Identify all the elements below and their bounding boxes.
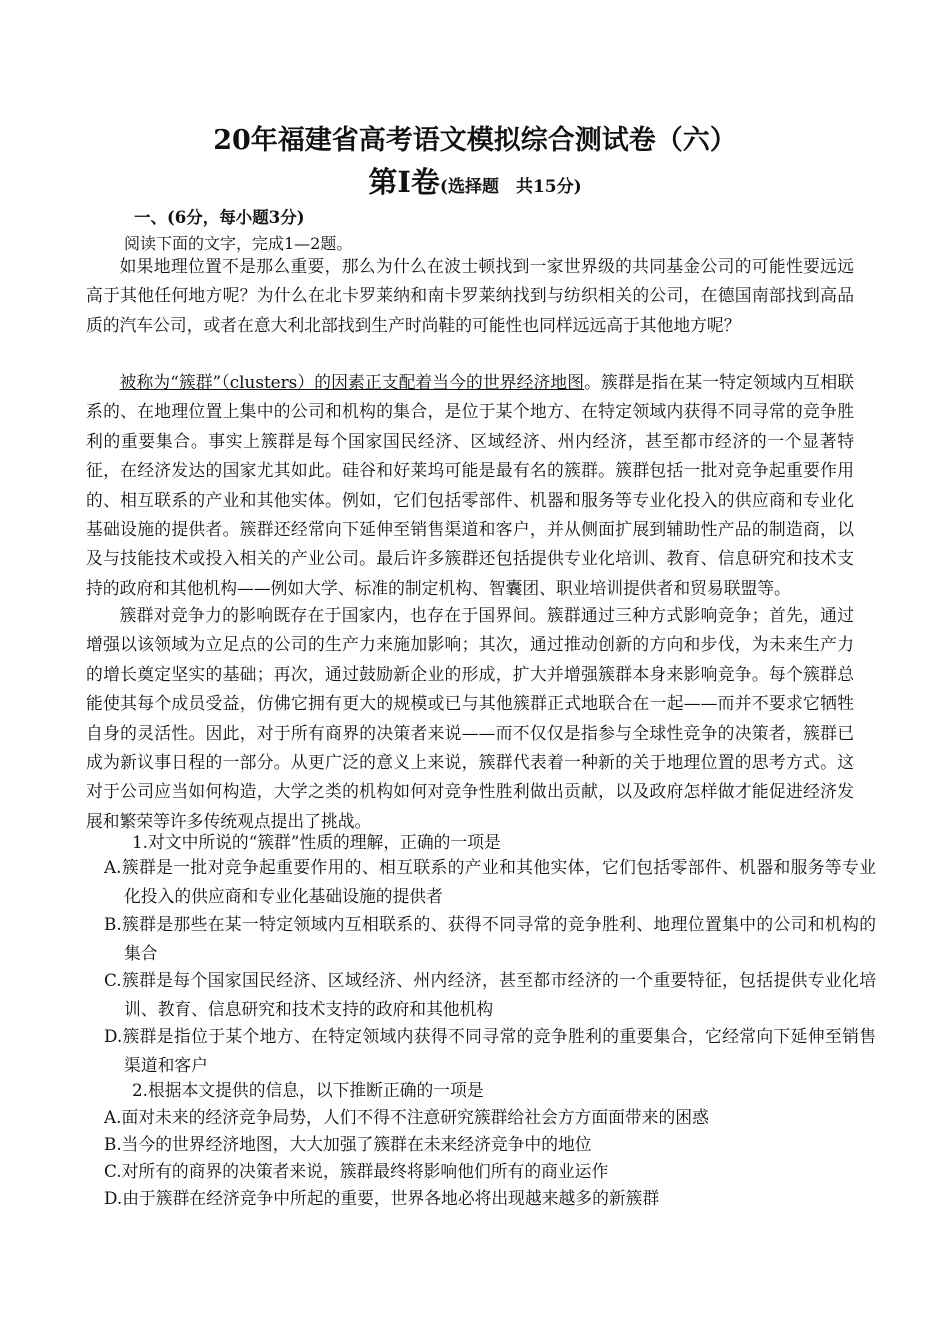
reading-instruction: 阅读下面的文字，完成1—2题。 [124,234,353,253]
question-1-option-d: D.簇群是指位于某个地方、在特定领域内获得不同寻常的竞争胜利的重要集合，它经常向下延伸至销售渠道和客户 [104,1026,876,1076]
passage-paragraph-2 [86,368,854,603]
paragraph-2-body: 。簇群是指在某一特定领域内互相联系的、在地理位置上集中的公司和机构的集合，是位于某个地方、在特定领域内获得不同寻常的竞争胜利的重要集合。事实上簇群是每个国家国民经济、区域经济、州内经济，甚至都市经济的一个显著特征，在经济发达的国家尤其如此。硅谷和好莱坞可能是最有名的簇群。簇群包括一批对竞争起重要作用的、相互联系的产业和其他实体。例如，它们包括零部件、机器和服务等专业化投入的供应商和专业化基础设施的提供者。簇群还经常向下延伸至销售渠道和客户，并从侧面扩展到辅助性产品的制造商，以及与技能技术或投入相关的产业公司。最后许多簇群还包括提供专业化培训、教育、信息研究和技术支持的政府和其他机构——例如大学、标准的制定机构、智囊团、职业培训提供者和贸易联盟等。 [86,372,854,598]
question-2-option-d: D.由于簇群在经济竞争中所起的重要，世界各地必将出现越来越多的新簇群 [104,1188,660,1208]
section-heading: 一、(6分，每小题3分) [134,208,305,227]
question-2-option-b: B.当今的世界经济地图，大大加强了簇群在未来经济竞争中的地位 [104,1134,592,1154]
question-2-stem: 2.根据本文提供的信息，以下推断正确的一项是 [132,1080,484,1100]
passage-paragraph-3: 簇群对竞争力的影响既存在于国家内，也存在于国界间。簇群通过三种方式影响竞争；首先，通过增强以该领域为立足点的公司的生产力来施加影响；其次，通过推动创新的方向和步伐，为未来生产力的增长奠定坚实的基础；再次，通过鼓励新企业的形成，扩大并增强簇群本身来影响竞争。每个簇群总能使其每个成员受益，仿佛它拥有更大的规模或已与其他簇群正式地联合在一起——而并不要求它牺牲自身的灵活性。因此，对于所有商界的决策者来说——而不仅仅是指参与全球性竞争的决策者，簇群已成为新议事日程的一部分。从更广泛的意义上来说，簇群代表着一种新的关于地理位置的思考方式。这对于公司应当如何构造，大学之类的机构如何对竞争性胜利做出贡献，以及政府怎样做才能促进经济发展和繁荣等许多传统观点提出了挑战。 [86,605,854,831]
volume-label: 第Ⅰ卷 [368,165,440,199]
question-1-option-c: C.簇群是每个国家国民经济、区域经济、州内经济，甚至都市经济的一个重要特征，包括提供专业化培训、教育、信息研究和技术支持的政府和其他机构 [104,970,876,1020]
question-1-option-b: B.簇群是那些在某一特定领域内互相联系的、获得不同寻常的竞争胜利、地理位置集中的公司和机构的集合 [104,914,876,964]
question-1-stem: 1.对文中所说的“簇群”性质的理解，正确的一项是 [132,832,501,852]
underlined-sentence: 被称为“簇群”（clusters）的因素正支配着当今的世界经济地图 [119,372,585,392]
question-1-option-a: A.簇群是一批对竞争起重要作用的、相互联系的产业和其他实体，它们包括零部件、机器和服务等专业化投入的供应商和专业化基础设施的提供者 [104,857,876,907]
exam-title: 20年福建省高考语文模拟综合测试卷（六） [213,125,737,156]
question-2-option-c: C.对所有的商界的决策者来说，簇群最终将影响他们所有的商业运作 [104,1161,609,1181]
passage-paragraph-1: 如果地理位置不是那么重要，那么为什么在波士顿找到一家世界级的共同基金公司的可能性要远远高于其他任何地方呢？为什么在北卡罗莱纳和南卡罗莱纳找到与纺织相关的公司，在德国南部找到高品质的汽车公司，或者在意大利北部找到生产时尚鞋的可能性也同样远远高于其他地方呢？ [86,256,854,335]
volume-note: (选择题 共15分) [439,177,582,197]
volume-heading [0,160,950,201]
question-2-option-a: A.面对未来的经济竞争局势，人们不得不注意研究簇群给社会方方面面带来的困惑 [104,1107,709,1127]
